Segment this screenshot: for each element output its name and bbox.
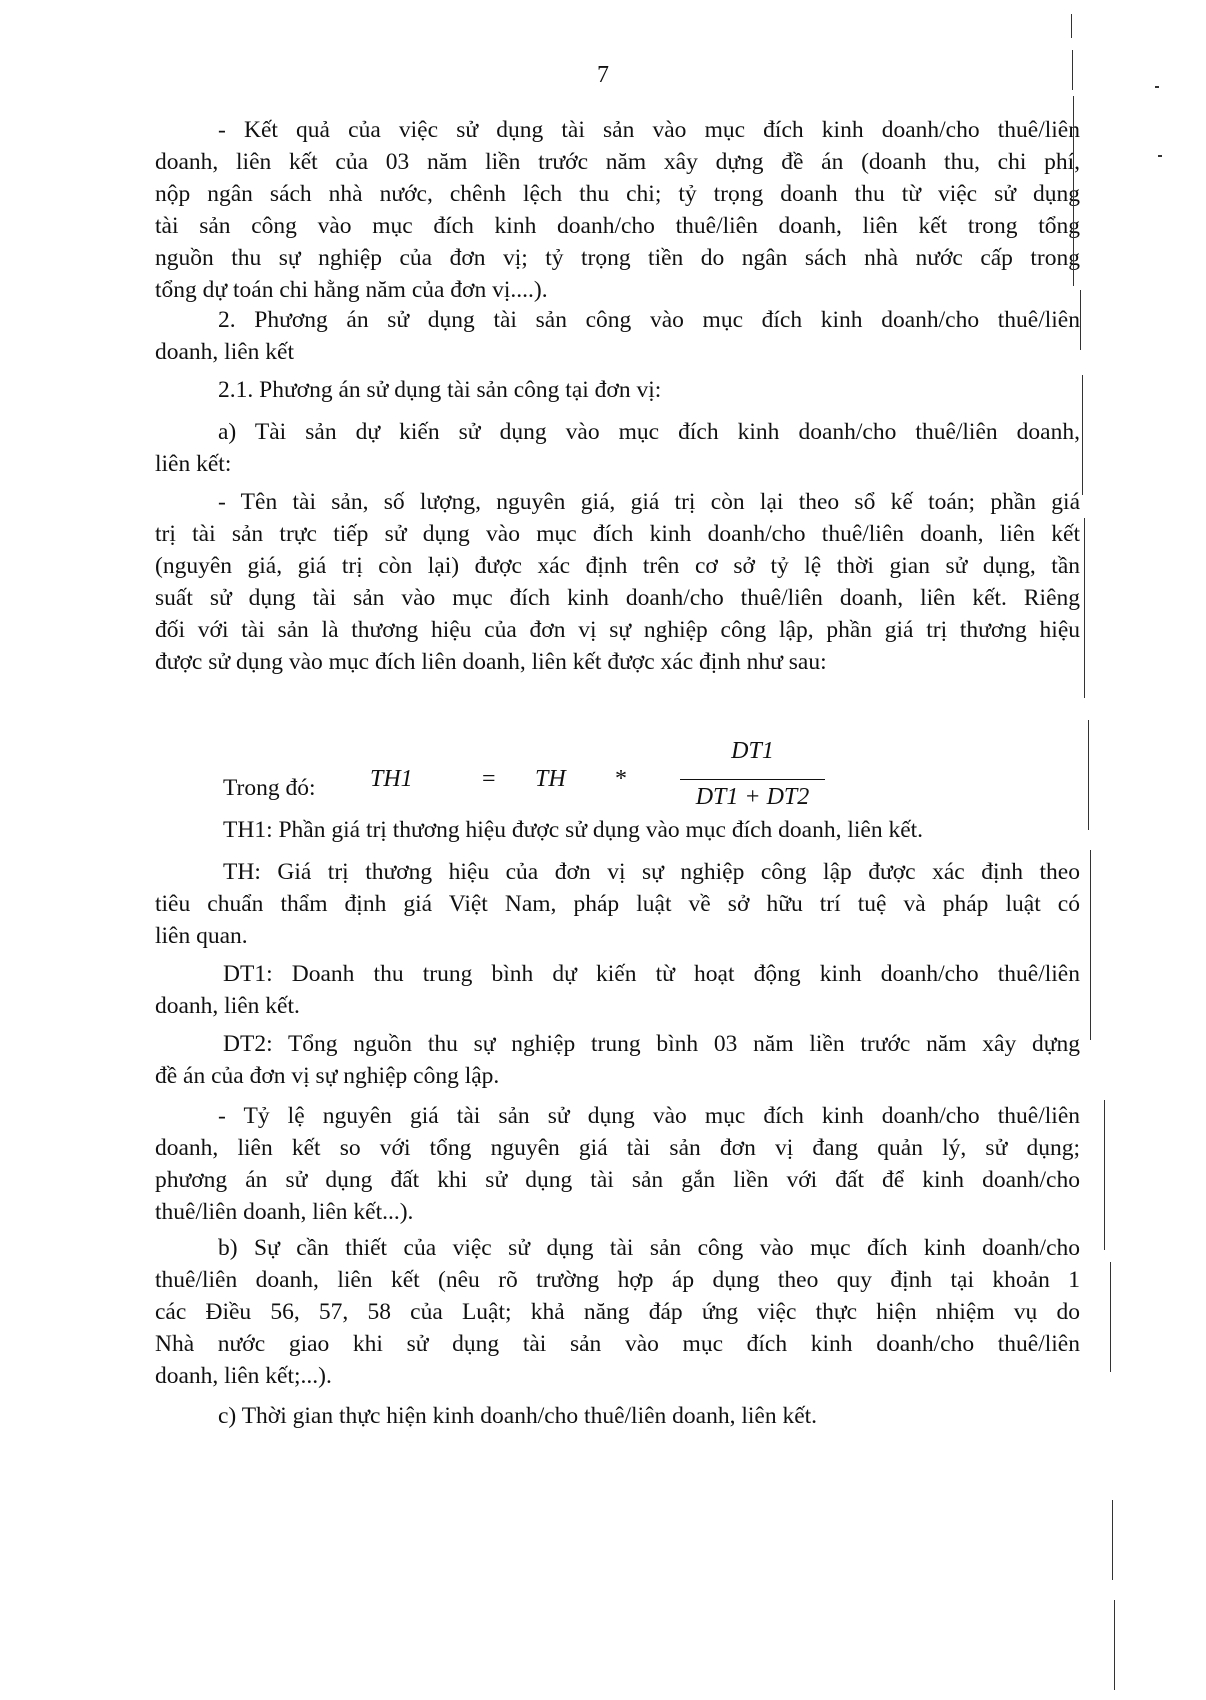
formula-denominator: DT1 + DT2 — [695, 784, 810, 810]
text-line: đối với tài sản là thương hiệu của đơn vị sự nghiệp công lập, phần giá trị thương hiệu — [155, 617, 1080, 643]
scan-margin-line — [1110, 1262, 1111, 1372]
text-line: được sử dụng vào mục đích liên doanh, liên kết được xác định như sau: — [155, 649, 827, 675]
scan-margin-line — [1104, 1100, 1105, 1250]
text-line: phương án sử dụng đất khi sử dụng tài sản gắn liền với đất để kinh doanh/cho — [155, 1167, 1080, 1193]
text-line: suất sử dụng tài sản vào mục đích kinh doanh/cho thuê/liên doanh, liên kết. Riêng — [155, 585, 1080, 611]
definition-th1 — [155, 814, 1080, 846]
text-line: doanh, liên kết;...). — [155, 1363, 332, 1389]
text-line: 2. Phương án sử dụng tài sản công vào mục đích kinh doanh/cho thuê/liên — [218, 307, 1080, 333]
text-line: - Tỷ lệ nguyên giá tài sản sử dụng vào mục đích kinh doanh/cho thuê/liên — [218, 1103, 1080, 1129]
text-line: DT2: Tổng nguồn thu sự nghiệp trung bình 03 năm liền trước năm xây dựng — [223, 1031, 1080, 1057]
text-line: DT1: Doanh thu trung bình dự kiến từ hoạt động kinh doanh/cho thuê/liên — [223, 961, 1080, 987]
text-line: nguồn thu sự nghiệp của đơn vị; tỷ trọng tiền do ngân sách nhà nước cấp trong — [155, 245, 1080, 271]
text-line: TH1: Phần giá trị thương hiệu được sử dụng vào mục đích doanh, liên kết. — [223, 817, 924, 843]
text-line: liên kết: — [155, 451, 232, 477]
heading-section-2 — [155, 304, 1080, 368]
formula-lhs: TH1 — [370, 766, 413, 792]
formula-operator: * — [615, 766, 627, 792]
scan-speck — [1155, 86, 1159, 88]
text-line: (nguyên giá, giá trị còn lại) được xác định trên cơ sở tỷ lệ thời gian sử dụng, tần — [155, 553, 1080, 579]
formula-equals: = — [482, 766, 496, 792]
text-line: đề án của đơn vị sự nghiệp công lập. — [155, 1063, 500, 1089]
scan-margin-line — [1082, 375, 1083, 495]
text-line: nộp ngân sách nhà nước, chênh lệch thu chi; tỷ trọng doanh thu từ việc sử dụng — [155, 181, 1080, 207]
page-number: 7 — [597, 62, 609, 88]
text-line: doanh, liên kết. — [155, 993, 300, 1019]
text-line: các Điều 56, 57, 58 của Luật; khả năng đáp ứng việc thực hiện nhiệm vụ do — [155, 1299, 1080, 1325]
paragraph-a — [155, 416, 1080, 480]
text-line: thuê/liên doanh, liên kết (nêu rõ trường hợp áp dụng theo quy định tại khoản 1 — [155, 1267, 1080, 1293]
text-line: b) Sự cần thiết của việc sử dụng tài sản công vào mục đích kinh doanh/cho — [218, 1235, 1080, 1261]
text-line: TH: Giá trị thương hiệu của đơn vị sự nghiệp công lập được xác định theo — [223, 859, 1080, 885]
text-line: - Kết quả của việc sử dụng tài sản vào mục đích kinh doanh/cho thuê/liên — [218, 117, 1080, 143]
text-line: c) Thời gian thực hiện kinh doanh/cho thuê/liên doanh, liên kết. — [218, 1403, 818, 1429]
scan-margin-line — [1088, 720, 1089, 830]
scan-margin-line — [1073, 96, 1074, 286]
paragraph-cost-ratio — [155, 1100, 1080, 1228]
definition-dt2 — [155, 1028, 1080, 1092]
text-line: doanh, liên kết — [155, 339, 295, 365]
definition-dt1 — [155, 958, 1080, 1022]
paragraph-c — [155, 1400, 1080, 1432]
text-line: Nhà nước giao khi sử dụng tài sản vào mục đích kinh doanh/cho thuê/liên — [155, 1331, 1080, 1357]
text-line: tiêu chuẩn thẩm định giá Việt Nam, pháp luật về sở hữu trí tuệ và pháp luật có — [155, 891, 1080, 917]
formula-numerator: DT1 — [731, 738, 774, 764]
scan-margin-line — [1114, 1600, 1115, 1690]
scan-margin-line — [1072, 50, 1073, 90]
text-line: trị tài sản trực tiếp sử dụng vào mục đích kinh doanh/cho thuê/liên doanh, liên kết — [155, 521, 1080, 547]
text-line: 2.1. Phương án sử dụng tài sản công tại đơn vị: — [218, 377, 662, 403]
text-line: doanh, liên kết so với tổng nguyên giá tài sản đơn vị đang quản lý, sử dụng; — [155, 1135, 1080, 1161]
text-line: tài sản công vào mục đích kinh doanh/cho thuê/liên doanh, liên kết trong tổng — [155, 213, 1080, 239]
definition-th — [155, 856, 1080, 952]
text-line: liên quan. — [155, 923, 248, 949]
scan-speck — [1158, 155, 1162, 157]
scan-margin-line — [1080, 290, 1081, 350]
scan-margin-line — [1071, 14, 1072, 38]
text-line: Trong đó: — [223, 775, 316, 801]
text-line: - Tên tài sản, số lượng, nguyên giá, giá trị còn lại theo sổ kế toán; phần giá — [218, 489, 1080, 515]
paragraph-asset-names — [155, 486, 1080, 678]
paragraph-b — [155, 1232, 1080, 1392]
heading-section-2-1 — [155, 374, 1080, 406]
text-line: tổng dự toán chi hằng năm của đơn vị....). — [155, 277, 548, 303]
text-line: thuê/liên doanh, liên kết...). — [155, 1199, 414, 1225]
scan-margin-line — [1090, 850, 1091, 1040]
formula-term: TH — [535, 766, 566, 792]
scan-margin-line — [1084, 518, 1085, 698]
text-line: doanh, liên kết của 03 năm liền trước năm xây dựng đề án (doanh thu, chi phí, — [155, 149, 1080, 175]
paragraph-results — [155, 114, 1080, 306]
text-line: a) Tài sản dự kiến sử dụng vào mục đích kinh doanh/cho thuê/liên doanh, — [218, 419, 1080, 445]
scan-margin-line — [1112, 1500, 1113, 1580]
where-label — [155, 772, 1080, 804]
